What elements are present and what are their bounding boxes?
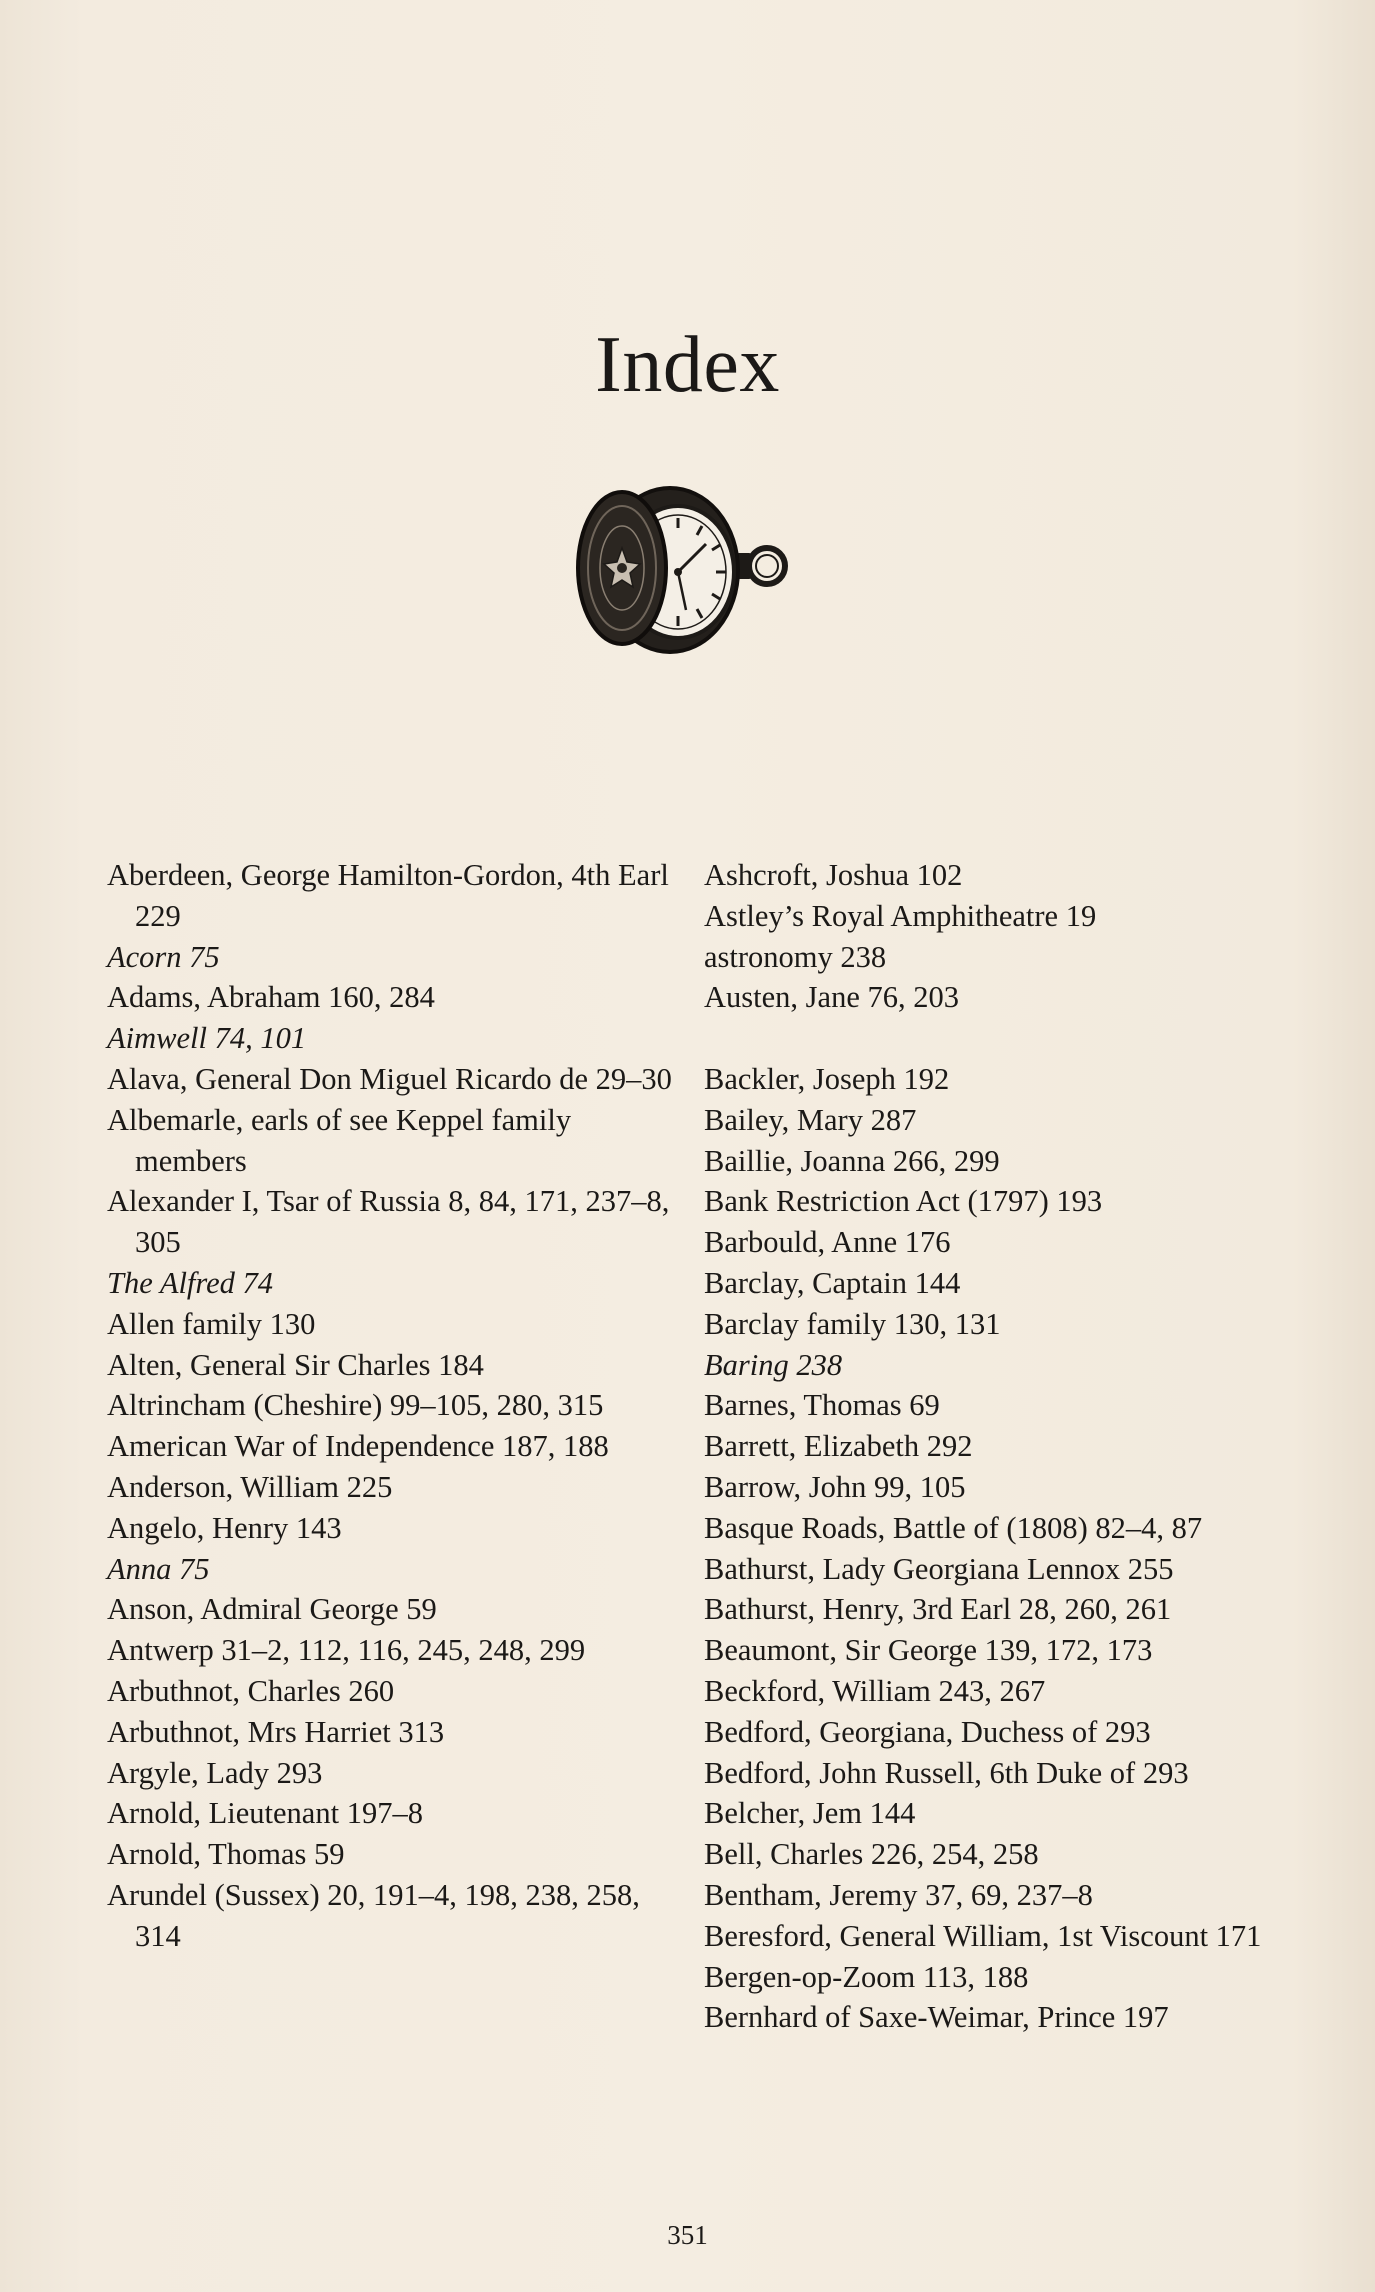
index-entry: American War of Independence 187, 188: [107, 1429, 609, 1464]
index-entry: Allen family 130: [107, 1306, 316, 1341]
index-column-left: [107, 855, 677, 1957]
index-entry: Austen, Jane 76, 203: [704, 980, 959, 1015]
page-number: 351: [667, 2220, 708, 2250]
index-entry: Ashcroft, Joshua 102: [704, 858, 963, 892]
index-entry: Bergen-op-Zoom 113, 188: [704, 1959, 1029, 1994]
index-entry: Barrett, Elizabeth 292: [704, 1429, 973, 1464]
index-entry: Anna 75: [107, 1551, 210, 1586]
index-entry: Alava, General Don Miguel Ricardo de 29–30: [107, 1061, 672, 1096]
index-entry: Basque Roads, Battle of (1808) 82–4, 87: [704, 1510, 1203, 1545]
index-entry: Acorn 75: [107, 939, 220, 974]
index-entry: Bedford, Georgiana, Duchess of 293: [704, 1714, 1151, 1749]
index-entry: Anderson, William 225: [107, 1469, 393, 1504]
index-entry: Albemarle, earls of see Keppel family members: [107, 1102, 572, 1178]
index-entry: Arnold, Thomas 59: [107, 1837, 345, 1872]
index-column-right: [704, 855, 1274, 2038]
index-entry: Barbould, Anne 176: [704, 1225, 951, 1260]
index-entry: Arbuthnot, Mrs Harriet 313: [107, 1714, 445, 1749]
index-entry: Aimwell 74, 101: [107, 1021, 307, 1056]
index-entry: Bailey, Mary 287: [704, 1102, 917, 1137]
index-entry: Arnold, Lieutenant 197–8: [107, 1796, 423, 1831]
index-entry: astronomy 238: [704, 939, 887, 974]
index-entry: Barrow, John 99, 105: [704, 1469, 966, 1504]
index-entry: Bentham, Jeremy 37, 69, 237–8: [704, 1877, 1093, 1912]
index-entry: Bell, Charles 226, 254, 258: [704, 1837, 1039, 1872]
index-entry: Arundel (Sussex) 20, 191–4, 198, 238, 258, 314: [107, 1877, 640, 1953]
index-entry: Barclay family 130, 131: [704, 1306, 1001, 1341]
index-entry: Altrincham (Cheshire) 99–105, 280, 315: [107, 1388, 604, 1423]
index-entry: Backler, Joseph 192: [704, 1061, 950, 1096]
index-entry: Bedford, John Russell, 6th Duke of 293: [704, 1755, 1189, 1790]
index-entry: Antwerp 31–2, 112, 116, 245, 248, 299: [107, 1633, 586, 1668]
index-entry: Alten, General Sir Charles 184: [107, 1347, 484, 1382]
index-entry: Angelo, Henry 143: [107, 1510, 342, 1545]
index-entry: Adams, Abraham 160, 284: [107, 980, 435, 1015]
index-entry: Argyle, Lady 293: [107, 1755, 323, 1790]
index-entry: Baillie, Joanna 266, 299: [704, 1143, 1000, 1178]
index-entry: Beaumont, Sir George 139, 172, 173: [704, 1633, 1153, 1668]
index-entry: Bank Restriction Act (1797) 193: [704, 1184, 1103, 1219]
index-entry: Bathurst, Lady Georgiana Lennox 255: [704, 1551, 1174, 1586]
index-entry: Anson, Admiral George 59: [107, 1592, 437, 1627]
index-entry: Arbuthnot, Charles 260: [107, 1673, 395, 1708]
index-entry: Astley’s Royal Amphitheatre 19: [704, 898, 1097, 933]
index-entry: Baring 238: [704, 1347, 843, 1382]
index-entry: Alexander I, Tsar of Russia 8, 84, 171, 237–8, 305: [107, 1184, 670, 1260]
pocket-watch-icon: [560, 470, 800, 660]
index-entry: Barclay, Captain 144: [704, 1265, 961, 1300]
index-entry: Belcher, Jem 144: [704, 1796, 916, 1831]
index-entry: Barnes, Thomas 69: [704, 1388, 940, 1423]
index-entry: Beresford, General William, 1st Viscount 171: [704, 1918, 1262, 1953]
index-entry: Beckford, William 243, 267: [704, 1673, 1046, 1708]
index-entry: Aberdeen, George Hamilton-Gordon, 4th Earl 229: [107, 858, 669, 933]
page-title: Index: [595, 321, 780, 409]
index-entry: Bernhard of Saxe-Weimar, Prince 197: [704, 2000, 1169, 2035]
index-entry: The Alfred 74: [107, 1265, 274, 1300]
index-entry: Bathurst, Henry, 3rd Earl 28, 260, 261: [704, 1592, 1172, 1627]
